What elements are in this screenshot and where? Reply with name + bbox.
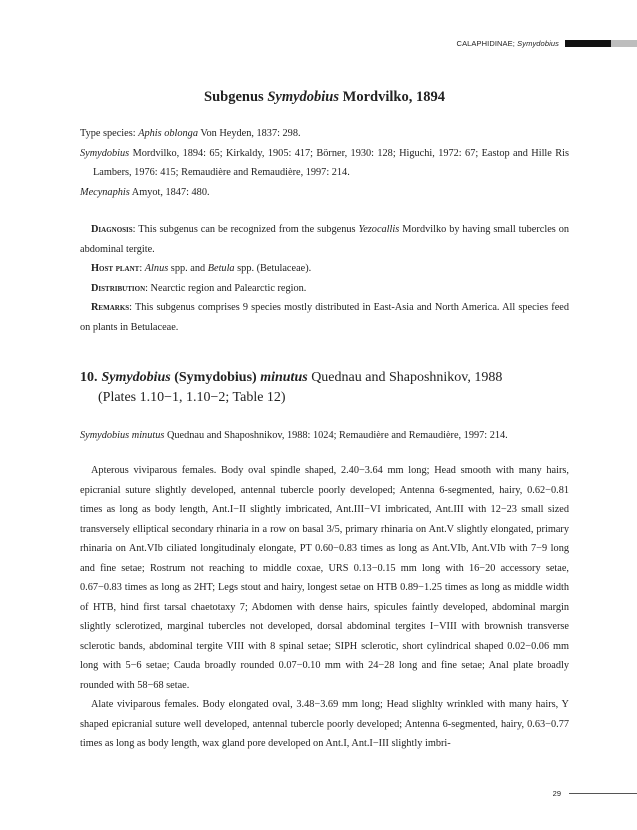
diagnosis-paragraph: Diagnosis: This subgenus can be recognized from the subgenus Yezocallis Mordvilko by having small tubercles on abdominal tergite. [80,224,569,255]
synonym-line: Mecynaphis Amyot, 1847: 480. [80,186,210,198]
running-header [457,37,637,49]
synonym-line: Symydobius Mordvilko, 1894: 65; Kirkaldy, 1905: 417; Börner, 1930: 128; Higuchi, 1972: 67; Eastop and Hille Ris Lambers, 1976: 415; Remaudière and Remaudière, 1997: 214. [80,147,569,178]
species-heading: 10. Symydobius (Symydobius) minutus Quednau and Shaposhnikov, 1988 (Plates 1.10−1, 1.10−2; Table 12) [80,370,503,405]
distribution-paragraph: Distribution: Nearctic region and Palearctic region. [91,282,307,294]
running-title: CALAPHIDINAE; Symydobius [456,38,559,48]
apterous-description: Apterous viviparous females. Body oval spindle shaped, 2.40−3.64 mm long; Head smooth with many hairs, epicranial suture slightly developed, antennal tubercle poorly developed; Antenna 6-segmented, hairy, 0.62−0.81 times as long as body length, Ant.I−II slightly imbricated, Ant.III−VI imbricated, Ant.III with 12−23 small sized transversely elliptical secondary rhinaria in a row on basal 3/5, primary rhinaria on Ant.V slightly elongated, primary rhinaria on Ant.VIb ciliated longitudinaly elongate, PT 0.60−0.83 times as long as Ant.VIb, Ant.VIb with 7−9 long and fine setae; Rostrum not reaching to middle coxae, URS 0.13−0.15 mm long with 16−20 accessory setae, 0.67−0.83 times as long as 2HT; Legs stout and hairy, longest setae on HTB 0.89−1.25 times as long as middle width of HTB, hind first tarsal chaetotaxy 7; Abdomen with dense hairs, spicules faintly developed, abdominal margin slightly sclerotized, marginal tubercles not developed, dorsal abdominal tergites I−VIII with brownish transverse sclerotic bands, abdominal tergite VIII with 8 spinal setae; SIPH sclerotic, short cylindrical shaped 0.02−0.06 mm long with 5−6 setae; Cauda broadly rounded 0.07−0.10 mm with 24−28 long and fine setae; Anal plate broadly rounded with 58−68 setae. [80,465,569,691]
page-title: Subgenus Symydobius Mordvilko, 1894 [204,89,445,105]
page-number: 29 [552,789,561,798]
host-plant-paragraph: Host plant: Alnus spp. and Betula spp. (Betulaceae). [91,263,312,274]
page-footer [553,789,637,798]
remarks-paragraph: Remarks: This subgenus comprises 9 species mostly distributed in East-Asia and North America. All species feed on plants in Betulaceae. [80,302,569,333]
header-black-bar [565,40,611,47]
type-species-line: Type species: Aphis oblonga Von Heyden, 1837: 298. [80,128,301,139]
citation-line: Symydobius minutus Quednau and Shaposhnikov, 1988: 1024; Remaudière and Remaudière, 1997: 214. [80,430,508,441]
description-block [80,461,569,754]
type-species-block [80,124,569,202]
header-grey-bar [611,40,637,47]
footer-rule [569,793,637,794]
citation-block [80,426,569,446]
diagnosis-block [80,220,569,337]
alate-description: Alate viviparous females. Body elongated oval, 3.48−3.69 mm long; Head slighlty wrinkled with many hairs, Y shaped epicranial suture well developed, antennal tubercle poorly developed; Antenna 6-segmented, hairy, 0.63−0.77 times as long as body length, wax gland pore developed on Ant.I, Ant.I−III slightly imbri- [80,699,569,749]
